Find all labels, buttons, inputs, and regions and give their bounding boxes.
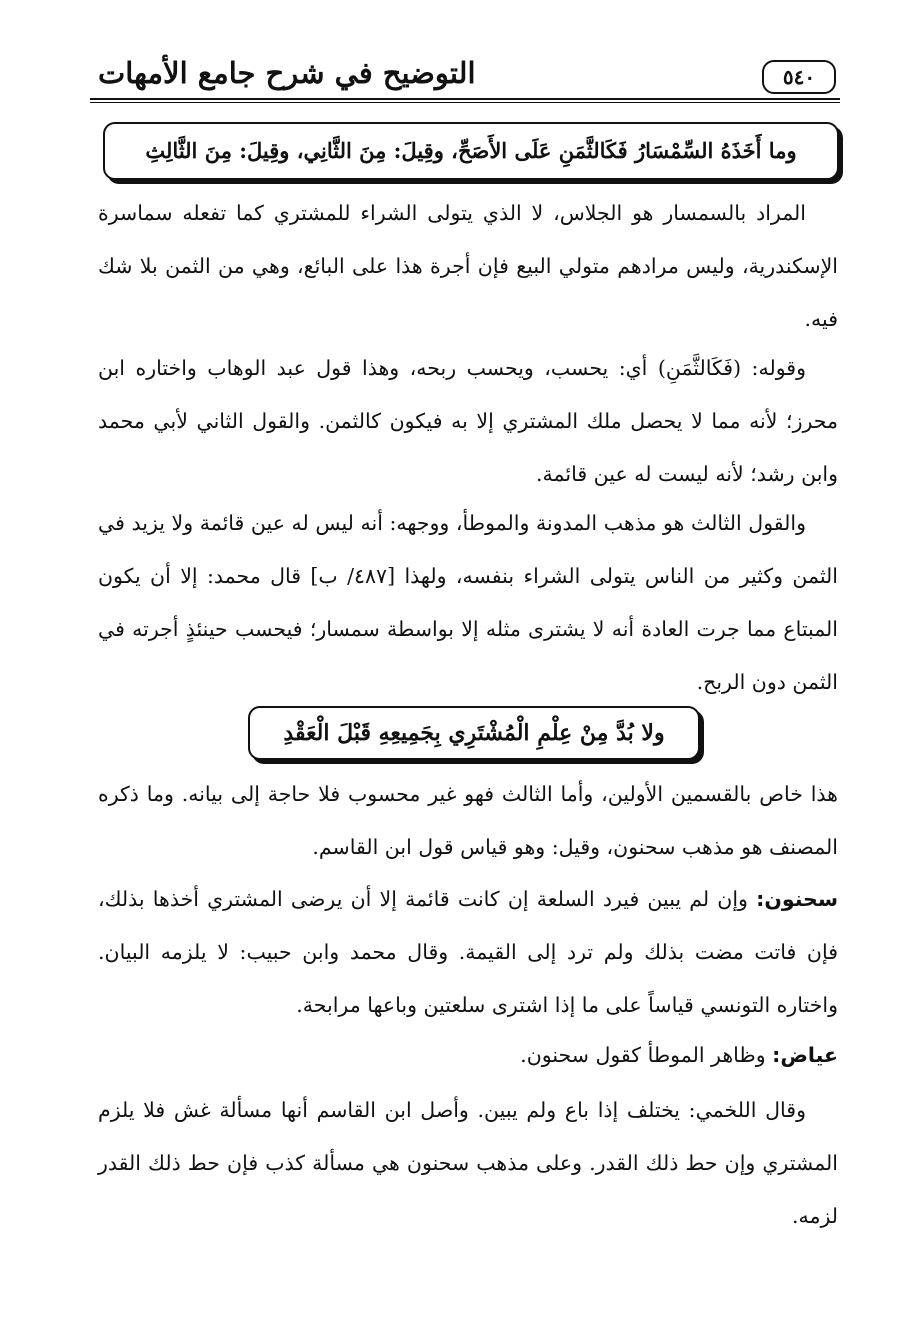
matn-box-1: وما أَخَذَهُ السِّمْسَارُ فَكَالثَّمَنِ عَلَى الأَصَحِّ، وقِيلَ: مِنَ الثَّانِي، وقِيلَ: مِنَ الثَّالِثِ (103, 122, 839, 180)
paragraph-5-text: وإن لم يبين فيرد السلعة إن كانت قائمة إلا أن يرضى المشتري أخذها بذلك، فإن فاتت مضت بذلك ولم ترد إلى القيمة. وقال محمد وابن حبيب: لا يلزمه البيان. واختاره التونسي قياساً على ما إذا اشترى سلعتين وباعها مرابحة. (98, 887, 838, 1017)
scholar-name-iyad: عياض: (772, 1043, 838, 1067)
paragraph-2: وقوله: (فَكَالثَّمَنِ) أي: يحسب، ويحسب ربحه، وهذا قول عبد الوهاب واختاره ابن محرز؛ لأنه مما لا يحصل ملك المشتري إلا به فيكون كالثمن. والقول الثاني لأبي محمد وابن رشد؛ لأنه ليست له عين قائمة. (98, 356, 838, 486)
paragraph-5 (98, 873, 838, 1032)
header-rule (90, 98, 840, 100)
paragraph-4: هذا خاص بالقسمين الأولين، وأما الثالث فهو غير محسوب فلا حاجة إلى بيانه. وما ذكره المصنف هو مذهب سحنون، وقيل: وهو قياس قول ابن القاسم. (98, 782, 838, 859)
paragraph-3: والقول الثالث هو مذهب المدونة والموطأ، ووجهه: أنه ليس له عين قائمة ولا يزيد في الثمن وكثير من الناس يتولى الشراء بنفسه، ولهذا [٤٨٧/ ب] قال محمد: إلا أن يكون المبتاع مما جرت العادة أنه لا يشترى مثله إلا بواسطة سمسار؛ فيحسب حينئذٍ أجرته في الثمن دون الربح. (98, 511, 838, 694)
scholar-name-sahnun: سحنون: (756, 887, 838, 911)
paragraph-6-text: وظاهر الموطأ كقول سحنون. (520, 1043, 773, 1067)
page-number: ٥٤٠ (762, 60, 836, 94)
paragraph-6 (98, 1029, 838, 1082)
paragraph-7: وقال اللخمي: يختلف إذا باع ولم يبين. وأصل ابن القاسم أنها مسألة غش فلا يلزم المشتري وإن حط ذلك القدر. وعلى مذهب سحنون هي مسألة كذب فإن حط ذلك القدر لزمه. (98, 1098, 838, 1228)
matn-box-2: ولا بُدَّ مِنْ عِلْمِ الْمُشْتَرِي بِجَمِيعِهِ قَبْلَ الْعَقْدِ (248, 706, 700, 760)
page-header (90, 52, 840, 102)
paragraph-1: المراد بالسمسار هو الجلاس، لا الذي يتولى الشراء للمشتري كما تفعله سماسرة الإسكندرية، وليس مرادهم متولي البيع فإن أجرة هذا على البائع، وهي من الثمن بلا شك فيه. (98, 201, 838, 331)
book-title: التوضيح في شرح جامع الأمهات (98, 56, 476, 90)
header-rule-thin (90, 102, 840, 103)
